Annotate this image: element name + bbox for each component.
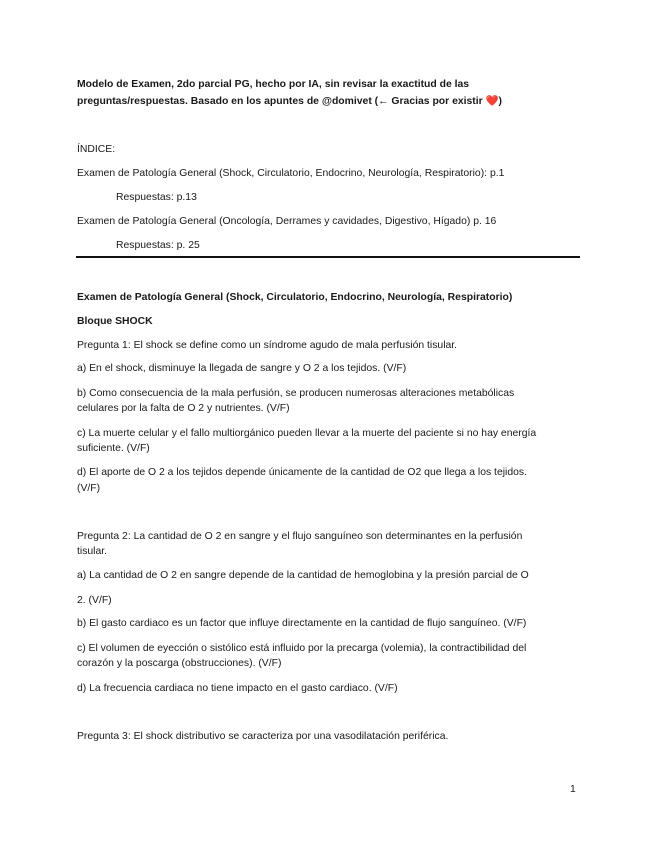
index-entry: Respuestas: p. 25 — [116, 240, 200, 251]
intro-line-2-end: ) — [498, 96, 502, 107]
question-2-cont: tisular. — [77, 546, 108, 557]
block-title: Bloque SHOCK — [77, 316, 153, 327]
section-divider — [76, 256, 580, 258]
index-entry: Respuestas: p.13 — [116, 192, 197, 203]
question-1-option-c: c) La muerte celular y el fallo multiorgánico pueden llevar a la muerte del paciente si no hay energía — [77, 428, 537, 439]
intro-line-2-text: preguntas/respuestas. Basado en los apuntes de @domivet (← Gracias por existir — [77, 96, 486, 107]
question-1: Pregunta 1: El shock se define como un síndrome agudo de mala perfusión tisular. — [77, 340, 458, 351]
question-1-option-b-cont: celulares por la falta de O 2 y nutrientes. (V/F) — [77, 403, 290, 414]
question-2-option-a: a) La cantidad de O 2 en sangre depende de la cantidad de hemoglobina y la presión parcial de O — [77, 570, 529, 581]
question-1-option-c-cont: suficiente. (V/F) — [77, 443, 150, 454]
index-entry: Examen de Patología General (Oncología, Derrames y cavidades, Digestivo, Hígado) p. 16 — [77, 216, 497, 227]
exam-title: Examen de Patología General (Shock, Circulatorio, Endocrino, Neurología, Respiratorio) — [77, 292, 513, 303]
question-2-option-b: b) El gasto cardiaco es un factor que influye directamente en la cantidad de flujo sanguíneo. (V/F) — [77, 618, 527, 629]
index-title: ÍNDICE: — [77, 144, 116, 155]
question-1-option-a: a) En el shock, disminuye la llegada de sangre y O 2 a los tejidos. (V/F) — [77, 363, 407, 374]
page-number: 1 — [570, 784, 576, 795]
question-2-option-c-cont: corazón y la poscarga (obstrucciones). (V/F) — [77, 658, 282, 669]
question-1-option-d-cont: (V/F) — [77, 483, 101, 494]
question-2-option-c: c) El volumen de eyección o sistólico está influido por la precarga (volemia), la contractibilidad del — [77, 643, 527, 654]
heart-icon: ❤️ — [485, 96, 499, 107]
question-3: Pregunta 3: El shock distributivo se caracteriza por una vasodilatación periférica. — [77, 731, 449, 742]
index-entry: Examen de Patología General (Shock, Circulatorio, Endocrino, Neurología, Respiratorio): p.1 — [77, 168, 505, 179]
intro-line-2 — [77, 94, 582, 110]
question-1-option-b: b) Como consecuencia de la mala perfusión, se producen numerosas alteraciones metabólicas — [77, 388, 515, 399]
question-2-option-d: d) La frecuencia cardiaca no tiene impacto en el gasto cardiaco. (V/F) — [77, 683, 398, 694]
question-2-option-a-cont: 2. (V/F) — [77, 595, 112, 606]
intro-line-1: Modelo de Examen, 2do parcial PG, hecho por IA, sin revisar la exactitud de las — [77, 79, 470, 90]
question-2: Pregunta 2: La cantidad de O 2 en sangre y el flujo sanguíneo son determinantes en la perfusión — [77, 531, 523, 542]
question-1-option-d: d) El aporte de O 2 a los tejidos depende únicamente de la cantidad de O2 que llega a los tejidos. — [77, 467, 527, 478]
